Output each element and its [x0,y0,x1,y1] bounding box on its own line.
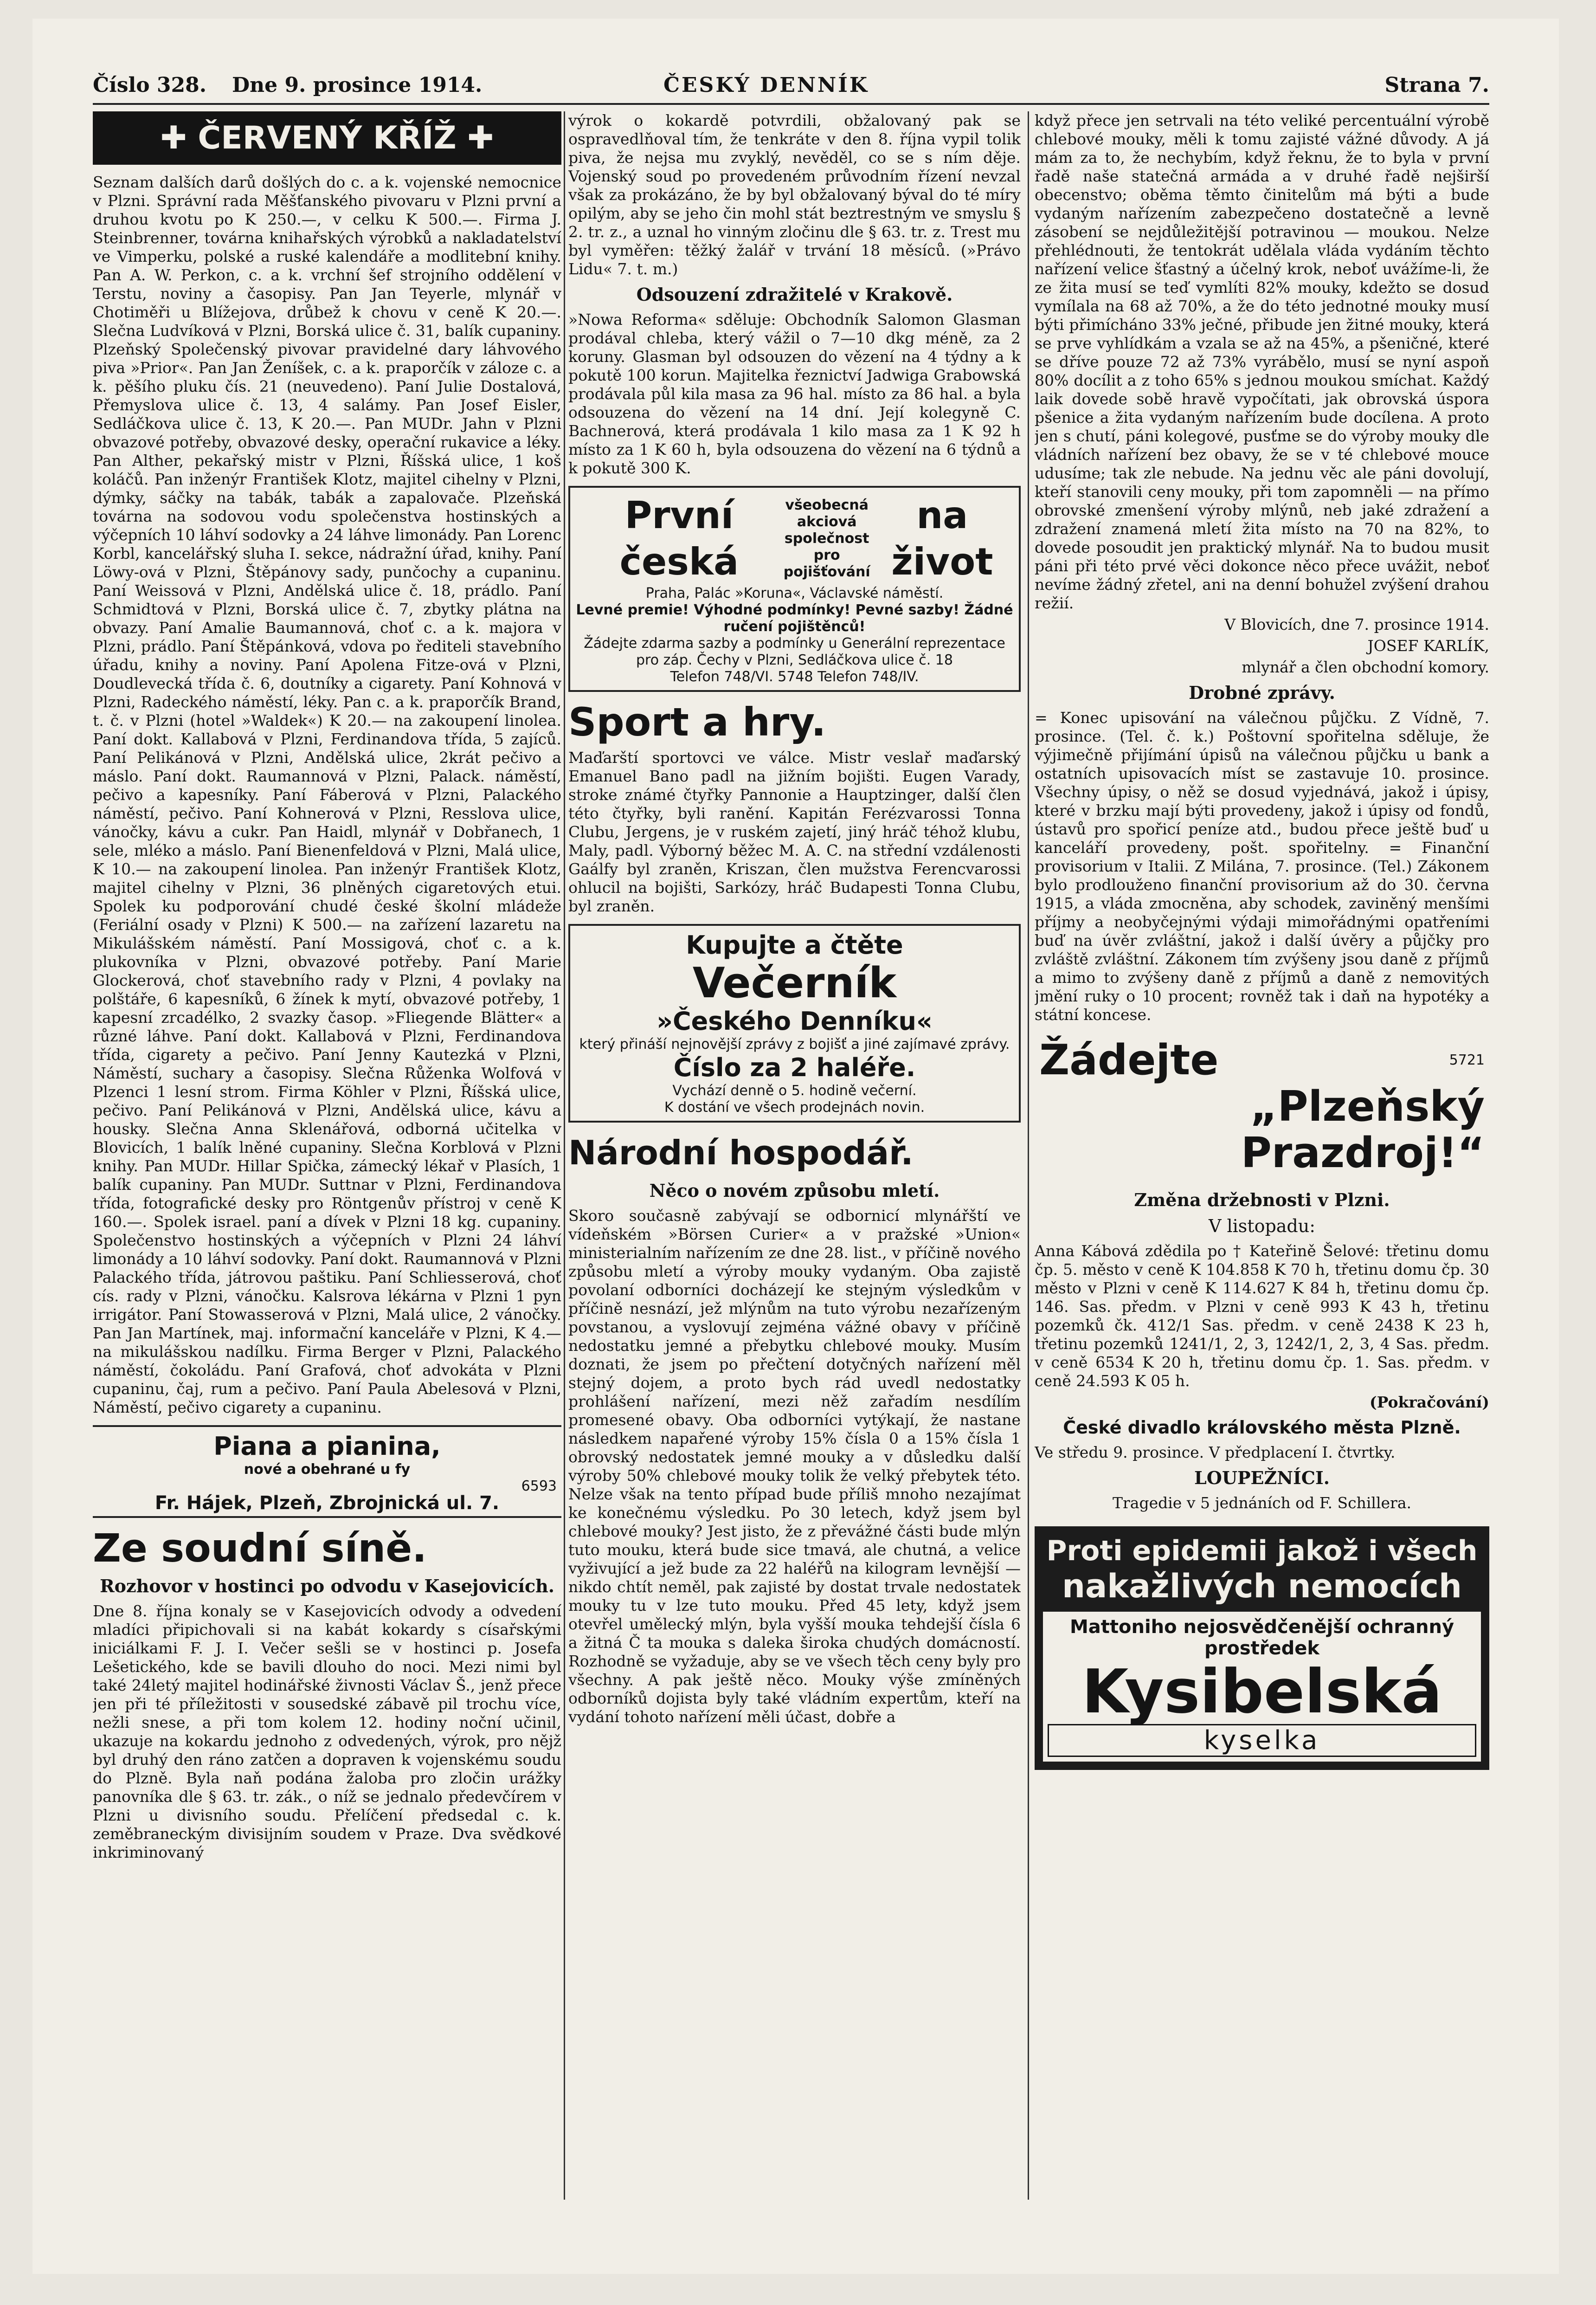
piano-advert-number: 6593 [521,1478,557,1494]
column-3 [1035,111,1489,1770]
mattoni-advert [1035,1526,1489,1770]
economy-signature-name: JOSEF KARLÍK, [1367,637,1489,655]
property-title: Změna držebnosti v Plzni. [1134,1189,1390,1210]
vecernik-paper: »Českého Denníku« [656,1007,933,1036]
red-cross-header [93,111,561,165]
column-1 [93,111,561,1865]
vecernik-line-4: který přináší nejnovější zprávy z bojišť a jiné zajímavé zprávy. [579,1036,1010,1052]
property-body: Anna Kábová zdědila po † Kateřině Šelové: třetinu domu čp. 5. město v ceně K 104.858 K 70 h, třetinu domu čp. 30 město v Plzni v ceně K 114.627 K 84 h, třetinu domu čp. 146. Sas. předm. v Plzni v ceně 993 K 43 h, třetinu pozemků čk. 412/1 Sas. předm. v ceně 2438 K 23 h, třetinu pozemků 1241/1, 2, 3, 1242/1, 2, 3, 4 Sas. předm. v ceně 6534 K 20 h, třetinu domu čp. 1. Sas. předm. v ceně 24.593 K 05 h. [1035,1242,1489,1390]
court-article-body: Dne 8. října konaly se v Kasejovicích odvody a odvedení mladíci připichovali si na kabát kokardy s císařskými iniciálkami F. J. I. Večer sešli se v hostinci p. Josefa Lešetického, kde se bavili dlouho do noci. Mezi nimi byl také 24letý majitel hodinářské živnosti Václav Š., jenž přece jen při té příležitosti v sousedské zábavě pil trochu více, nežli snese, a při tom kolem 12. hodiny noční učinil, ukazuje na kokardu jednoho z odvedených, výrok, pro nějž byl druhý den ráno zatčen a dopraven k vojenskému soudu do Plzně. Byla naň podána žaloba pro zločin urážky panovníka dle § 63. tr. zák., o níž se jednalo předevčírem v Plzni u divisního soudu. Přelíčení předsedal c. k. zeměbraneckým divisijním soudem v Praze. Dva svědkové inkriminovaný [93,1602,561,1861]
red-cross-icon: ✚ [467,120,494,156]
red-cross-title: ČERVENÝ KŘÍŽ [198,120,457,156]
red-cross-icon: ✚ [160,120,198,156]
issue-date: Dne 9. prosince 1914. [232,73,483,97]
insurance-promo: Levné premie! Výhodné podmínky! Pevné sazby! Žádné ručení pojištěnců! [576,602,1013,635]
mattoni-brand: Kysibelská [1081,1656,1442,1727]
piano-advert-line: nové a obehrané u fy [244,1461,411,1478]
vecernik-advert [568,924,1021,1123]
piano-advert-address: Fr. Hájek, Plzeň, Zbrojnická ul. 7. [154,1492,500,1514]
theatre-info: Ve středu 9. prosince. V předplacení I. čtvrtky. [1035,1443,1396,1461]
piano-advert [93,1425,561,1518]
vecernik-price: Číslo za 2 haléře. [673,1053,916,1082]
page-number: Strana 7. [1384,73,1489,97]
vecernik-line-7: K dostání ve všech prodejnách novin. [664,1099,925,1116]
donations-list: Seznam dalších darů došlých do c. a k. vojenské nemocnice v Plzni. Správní rada Měšťanského pivovaru v Plzni první a druhou kvotu po K 250.—, v celku K 500.—. Firma J. Steinbrenner, továrna knihařských výrobků a nakladatelství ve Vimperku, polské a ruské kalendáře a modlitební knihy. Pan A. W. Perkon, c. a k. vrchní šef strojního oddělení v Terstu, noviny a časopisy. Pan Jan Teyerle, mlynář v Chotiměři u Blížejova, drůbež k chovu v ceně K 20.—. Slečna Ludvíková v Plzni, Borská ulice č. 31, balík cupaniny. Plzeňský Společenský pivovar pravidelné dary láhvového piva »Prior«. Pan Jan Ženíšek, c. a k. praporčík v záloze c. a k. pěšího pluku čís. 21 (neuvedeno). Paní Julie Dostalová, Přemyslova ulice č. 13, 4 salámy. Pan Josef Eisler, Sedláčkova ulice č. 13, K 20.—. Pan MUDr. Jahn v Plzni obvazové potřeby, obvazové desky, operační rukavice a léky. Pan Alther, pekařský mistr v Plzni, Říšská ulice, 1 koš koláčů. Pan inženýr František Klotz, majitel cihelny v Plzni, dýmky, sáčky na tabák, tabák a zapalovače. Plzeňská továrna na sodovou vodu společenstva hostinských a výčepních 10 láhví sodovky a 24 láhve limonády. Pan Lorenc Korbl, kancelářský sluha I. sekce, nádražní úřad, knihy. Paní Löwy-ová v Plzni, Štěpánovy sady, punčochy a cupaninu. Paní Weissová v Plzni, Andělská ulice č. 18, prádlo. Paní Schmidtová v Plzni, Borská ulice č. 7, zbytky plátna na obvazy. Paní Amalie Baumannová, choť c. a k. majora v Plzni, prádlo. Paní Štěpánková, vdova po řediteli stavebního úřadu, knihy a noviny. Paní Apolena Fitze-ová v Plzni, Doudlevecká třída č. 6, doutníky a cigarety. Paní Kohnová v Plzni, Radeckého náměstí, léky. Pan c. a k. praporčík Brand, t. č. v Plzni (hotel »Waldek«) K 20.— na zakoupení linolea. Paní dokt. Kallabová v Plzni, Ferdinandova třída, 5 zajíců. Paní Pelikánová v Plzni, Andělská ulice, 2krát pečivo a máslo. Paní dokt. Raumannová v Plzni, Palack. náměstí, pečivo a kapesníky. Paní Fáberová v Plzni, Palackého náměstí, pečivo. Paní Kohnerová v Plzni, Resslova ulice, vánočky, kávu a cukr. Pan Haidl, mlynář v Dobřanech, 1 sele, mléko a máslo. Paní Bienenfeldová v Plzni, Malá ulice, K 10.— na zakoupení linolea. Pan inženýr František Klotz, majitel cihelny v Plzni, 36 plněných cigaretových etui. Spolek ku podporování chudé české školní mládeže (Feriální osady v Plzni) K 500.— na zařízení lazaretu na Mikulášském náměstí. Paní Mossigová, choť c. a k. plukovníka v Plzni, obvazové potřeby. Paní Marie Glockerová, choť stavebního rady v Plzni, 4 povlaky na polštáře, 6 kapesníků, 6 žínek k mytí, obvazové potřeby, 1 kapesní zrcadélko, 2 svazky časop. »Fliegende Blätter« a různé láhve. Paní dokt. Kallabová v Plzni, Ferdinandova třída, cigarety a pečivo. Paní Jenny Kautezká v Plzni, Náměstí, suchary a časopisy. Slečna Růženka Wolfová v Plzenci 1 lesní strom. Firma Köhler v Plzni, Říšská ulice, pečivo. Paní Pelikánová v Plzni, Andělská ulice, kávu a housky. Slečna Anna Sklenářová, odborná učitelka v Blovicích, 1 balík lněné cupaniny. Slečna Korblová v Plzni knihy. Pan MUDr. Hillar Spička, zámecký lékař v Plasích, 1 balík cupaniny. Pan MUDr. Suttnar v Plzni, Ferdinandova třída, fotografické desky pro Röntgenův přístroj v ceně K 160.—. Spolek israel. paní a dívek v Plzni 18 kg. cupaniny. Společenstvo hostinských a výčepních v Plzni 24 láhví limonády a 10 láhví sodovky. Paní dokt. Raumannová v Plzni Palackého třída, játrovou paštiku. Paní Schliesserová, choť cís. rady v Plzni, vánočku. Kalsrova lékárna v Plzni 1 pyn irrigátor. Paní Stowasserová v Plzni, Malá ulice, 2 vánočky. Pan Jan Martínek, maj. informační kanceláře v Plzni, K 4.— na mikulášskou nadílku. Firma Berger v Plzni, Palackého náměstí, čokoládu. Paní Grafová, choť advokáta v Plzni cupaninu, čaj, rum a pečivo. Paní Paula Abelesová v Plzni, Náměstí, pečivo cigarety a cupaninu. [93,173,561,1416]
theatre-title: České divadlo královského města Plzně. [1063,1417,1461,1438]
mattoni-line-1: Proti epidemii jakož i všech [1046,1535,1478,1567]
vecernik-line-6: Vychází denně o 5. hodině večerní. [672,1083,917,1099]
piano-advert-title: Piana a pianina, [213,1432,441,1461]
economy-article-body: Skoro současně zabývají se odbornicí mlynářští ve vídeňském »Börsen Curier« a v pražské »Union« ministerialním nařízením ze dne 28. list., v příčině nového způsobu mletí a výroby mouky vydaným. Oba zajistě povolaní odborníci docházejí ke stejným výsledkům v příčině nesnází, jež mlýnům na tuto výrobu nezařízeným povstanou, a vyslovují zejména vážné obavy v příčině nedostatku jemné a přebytku chlebové mouky. Musím doznati, že jsem po přečtení dotyčných nařízení měl stejný dojem, a proto bych rád uvedl nedostatky prohlášení nařízení, mezi něž zařadím nesdílím promesené obavy. Oba odborníci vytýkají, že nastane následkem napařené výroby 15% čísla 0 a 15% čísla 1 obrovský nedostatek jemné mouky a v důsledku další výroby 50% chlebové mouky tolik že velký přebytek této. Nelze však na tento případ bude příliš mnoho nezajímat ke konečnému výsledku. Po 30 letech, když jsem byl chlebové mouky? Jest jisto, že z převážné části bude mlýn tuto mouku, která bude sice tmavá, ale chutná, a velice vyživující a jež bude za 22 haléřů na kilogram levnější — nikdo chtít neměl, pak zajisté by dostat trvale nedostatek mouky tu v lze tuto mouku. Před 45 lety, když jsem otevřel umělecký mlýn, byla vyšší mouka tehdejší čísla 6 a žitná Č ta mouka s daleka široka chudých domácností. Rozhodně se vyžaduje, aby se ve všech těch ceny byly pro všechny. A pak ještě něco. Mouky výše zmíněných odborníků dojista byly také vládním expertům, kteří na vydání tohoto nařízení měli účast, dobře a [568,1207,1021,1726]
insurance-address: Praha, Palác »Koruna«, Václavské náměstí. [645,585,944,601]
mattoni-line-3: Mattoniho nejosvědčenější ochranný prostředek [1069,1616,1454,1659]
column-2 [568,111,1021,1729]
krakow-article-title: Odsouzení zdražitelé v Krakově. [636,284,953,305]
court-article-continued: výrok o kokardě potvrdili, obžalovaný pak se ospravedlňoval tím, že tenkráte v den 8. října vypil tolik piva, že nejsa mu zvyklý, nevěděl, co se s ním děje. Vojenský soud po provedeném průvodním řízení nevzal však za prokázáno, že by byl obžalovaný býval do té míry opilým, aby se jeho čin mohl stát beztrestným ve smyslu § 2. tr. z., a uznal ho vinným zločinu dle § 63. tr. z. Trest mu byl vyměřen: těžký žalář v trvání 18 měsíců. (»Právo Lidu« 7. t. m.) [568,111,1021,278]
vecernik-line-1: Kupujte a čtěte [686,930,903,960]
krakow-article-body: »Nowa Reforma« sděluje: Obchodník Salomon Glasman prodával chleba, který vážil o 7—10 dkg méně, za 2 koruny. Glasman byl odsouzen do vězení na 4 týdny a k pokutě 100 korun. Majitelka řeznictví Jadwiga Grabowská prodávala půl kila masa za 96 hal. místo za 86 hal. a byla odsouzena do vězení na 14 dní. Její kolegyně C. Bachnerová, která prodávala 1 kilo masa za 1 K 92 h místo za 1 K 60 h, byla odsouzena do vězení na 6 týdnů a k pokutě 300 K. [568,310,1021,477]
property-subtitle: V listopadu: [1208,1216,1316,1236]
economy-article-title: Něco o novém způsobu mletí. [649,1180,940,1201]
mattoni-line-2: nakažlivých nemocích [1062,1567,1462,1605]
short-news-body: = Konec upisování na válečnou půjčku. Z Vídně, 7. prosince. (Tel. č. k.) Poštovní spořitelna sděluje, že výjimečně přijímání úpisů na válečnou půjčku u bank a ostatních upisovacích míst se zastavuje 10. prosince. Všechny úpisy, o něž se dosud vyjednává, jakož i úpisy, které v brzku mají býti provedeny, jakož i úpisy od fondů, ústavů pro spořicí peníze atd., budou přece ještě buď u kanceláří provedeny, pošt. spořitelny. = Finanční provisorium v Italii. Z Milána, 7. prosince. (Tel.) Zákonem bylo prodlouženo finanční provisorium až do 30. června 1915, a vláda zmocněna, aby schodek, zaviněný menšími příjmy a neobyčejnými výdaji mimořádnými opatřeními buď na úvěr zvláštní, jakož i další úvěry a půjčky pro zvláště zvláštní. Zákonem tím zvýšeny jsou daně z příjmů a mimo to zvýšeny daně z příjmů a daně z nemovitých jmění ruky o 10 procent; rovněž tak i daň na hypotéky a státní koncese. [1035,709,1489,1024]
economy-signature-place: V Blovicích, dne 7. prosince 1914. [1224,615,1489,633]
vecernik-title: Večerník [692,959,897,1007]
theatre-play: LOUPEŽNÍCI. [1194,1467,1330,1488]
theatre-description: Tragedie v 5 jednáních od F. Schillera. [1113,1494,1411,1512]
court-article-title: Rozhovor v hostinci po odvodu v Kasejovicích. [100,1575,554,1596]
insurance-title-left: První česká [619,494,739,583]
prazdroj-line-1: Žádejte [1039,1036,1219,1085]
economy-section-title: Národní hospodář. [568,1133,914,1172]
issue-number: Číslo 328. [93,73,207,97]
insurance-title-right: na život [891,494,993,583]
insurance-title-middle: všeobecná akciová společnost pro pojišťování [783,497,870,580]
insurance-info: Žádejte zdarma sazby a podmínky u Generální reprezentace pro záp. Čechy v Plzni, Sedláčkova ulice č. 18 [584,635,1005,668]
prazdroj-line-2: „Plzeňský Prazdroj!“ [1241,1082,1485,1177]
insurance-telephone: Telefon 748/VI. 5748 Telefon 748/IV. [670,669,919,685]
economy-article-continued: když přece jen setrvali na této veliké percentuální výrobě chlebové mouky, měli k tomu zajisté vážné důvody. A já mám za to, že nechybím, když řeknu, že to byla v první řadě naše statečná armáda a v druhé řadě nejširší obecenstvo; oběma těmto činitelům má býti a bude vydaným nařízením zabezpečeno dostatečně a levně zásobení se nejdůležitější potravinou — moukou. Nelze přehlédnouti, že tentokrát udělala vláda vydáním těchto nařízení velice šťastný a účelný krok, neboť uvážíme-li, že ze žita musí se teď vymlíti 82% mouky, kdežto se dosud vymílala na 68 až 70%, a že do této jednotné mouky musí býti přimícháno 33% ječné, přibude jen žitné mouky, která se prve vyhlídkám a vzala se až na 45%, a pšeničné, které se dříve pouze 72 až 73% vyrábělo, musí se nyní aspoň 80% docílit a z toho 65% s jednou moukou smíchat. Každý laik dovede sobě hravě vypočítati, jak obrovská úspora pšenice a žita vydaným nařízením bude docílena. A proto jen s chutí, páni kolegové, pusťme se do výroby mouky dle vládních nařízení bez obavy, že se v té chlebové mouce udusíme; tak zle nebude. Na jednu věc ale páni dovolují, kteří stanovili ceny mouky, při tom zapomněli — na přímo obrovské zmenšení výroby mlýnů, neb jaké zdražení a zdražení znamená mletí žita místo na 70 na 82%, to dovede posoudit jen praktický mlynář. Na to budou musit páni při této prvé věci dokonce něco přece uvážit, neboť nevíme žádný zřetel, ani na denní bohužel zvýšení drahou režií. [1035,111,1489,612]
property-continued: (Pokračování) [1370,1393,1489,1411]
economy-signature-role: mlynář a člen obchodní komory. [1242,658,1489,676]
newspaper-title: ČESKÝ DENNÍK [663,73,869,97]
sport-section-title: Sport a hry. [568,699,826,745]
sport-article-body: Maďarští sportovci ve válce. Mistr veslař maďarský Emanuel Bano padl na jižním bojišti. Eugen Varady, stroke známé čtyřky Pannonie a Hauptzinger, další člen této čtyřky, byli ranění. Kapitán Ferézvarossi Tonna Clubu, Jergens, je v ruském zajetí, jiný hráč téhož klubu, Maly, padl. Výborný běžec M. A. C. na střední vzdálenosti Gaálfy byl zraněn, Kriszan, člen mužstva Ferencvarossi ohlucil na bojišti, Sarkózy, hráč Budapesti Tonna Clubu, byl zraněn. [568,749,1021,915]
masthead [93,70,1489,105]
prazdroj-advert [1035,1033,1489,1181]
court-section-title: Ze soudní síně. [93,1525,427,1571]
short-news-title: Drobné zprávy. [1189,682,1335,703]
prazdroj-number: 5721 [1449,1052,1485,1068]
insurance-advert [568,486,1021,692]
mattoni-line-5: kyselka [1048,1724,1476,1757]
column-divider [1028,111,1029,2200]
column-divider [564,111,565,2200]
